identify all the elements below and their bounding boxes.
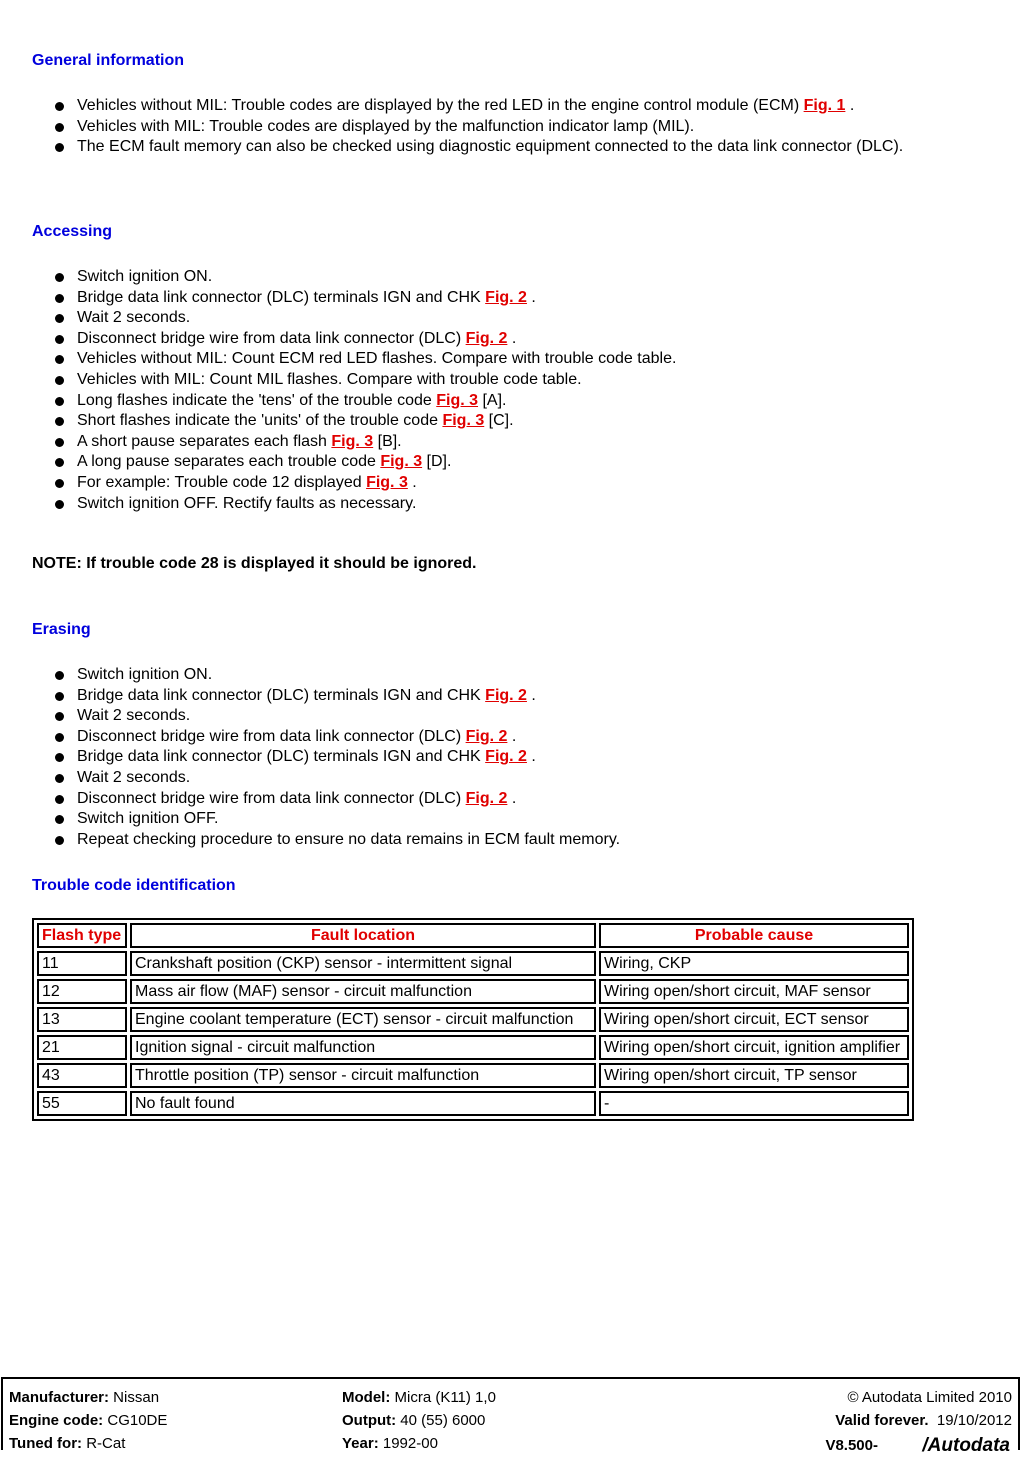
- list-item-text: Wait 2 seconds.: [77, 707, 191, 725]
- figure-link[interactable]: Fig. 2: [465, 727, 508, 745]
- list-item: [54, 830, 984, 851]
- list-item-text: Short flashes indicate the 'units' of the trouble code: [77, 412, 443, 430]
- bullet-icon: [55, 479, 64, 488]
- bullet-icon: [55, 355, 64, 364]
- autodata-logo: /Autodata: [922, 1435, 1010, 1456]
- figure-link[interactable]: Fig. 2: [485, 686, 527, 704]
- footer-model: Model: Micra (K11) 1,0: [342, 1389, 496, 1406]
- table-body: [37, 951, 909, 1116]
- figure-link[interactable]: Fig. 3: [331, 432, 374, 450]
- list-item-text: Bridge data link connector (DLC) terminals IGN and CHK: [77, 748, 486, 766]
- list-item-text: Switch ignition ON.: [77, 268, 213, 285]
- accessing-list: [54, 267, 984, 514]
- footer-output: Output: 40 (55) 6000: [342, 1412, 486, 1429]
- list-item: [54, 329, 984, 350]
- list-item: [54, 706, 984, 727]
- figure-link[interactable]: Fig. 2: [465, 789, 508, 807]
- list-item-text: Disconnect bridge wire from data link connector (DLC): [77, 727, 466, 745]
- cell-flash-type: 12: [37, 979, 127, 1004]
- bullet-icon: [55, 102, 64, 111]
- page-footer: [1, 1377, 1020, 1456]
- list-item-suffix: .: [526, 288, 536, 306]
- table-row: [37, 1007, 909, 1032]
- list-item-text: Switch ignition OFF. Rectify faults as necessary.: [77, 494, 417, 512]
- bullet-icon: [55, 314, 64, 323]
- bullet-icon: [55, 458, 64, 467]
- cell-flash-type: 43: [37, 1063, 127, 1088]
- bullet-icon: [55, 273, 64, 282]
- list-item-suffix: [D].: [422, 453, 452, 471]
- list-item-text: Bridge data link connector (DLC) terminals IGN and CHK: [77, 686, 486, 704]
- footer-year: Year: 1992-00: [342, 1435, 438, 1452]
- footer-valid: Valid forever. 19/10/2012: [835, 1412, 1012, 1429]
- list-item-text: A long pause separates each trouble code: [77, 453, 381, 471]
- list-item-text: Switch ignition ON.: [77, 666, 213, 683]
- bullet-icon: [55, 376, 64, 385]
- table-row: [37, 1091, 909, 1116]
- list-item-text: Wait 2 seconds.: [77, 309, 191, 327]
- list-item-suffix: [B].: [373, 432, 402, 450]
- list-item-text: Disconnect bridge wire from data link connector (DLC): [77, 789, 466, 807]
- figure-link[interactable]: Fig. 3: [442, 412, 485, 430]
- header-fault-location: Fault location: [130, 923, 596, 948]
- table-header-row: [37, 923, 909, 948]
- list-item-suffix: .: [407, 473, 417, 491]
- list-item: [54, 432, 984, 453]
- bullet-icon: [55, 438, 64, 447]
- list-item-text: Disconnect bridge wire from data link connector (DLC): [77, 329, 466, 347]
- list-item: [54, 288, 984, 309]
- cell-flash-type: 11: [37, 951, 127, 976]
- list-item-suffix: .: [507, 727, 517, 745]
- list-item-suffix: .: [526, 748, 536, 766]
- list-item: [54, 686, 984, 707]
- cell-flash-type: 13: [37, 1007, 127, 1032]
- bullet-icon: [55, 335, 64, 344]
- table-row: [37, 1063, 909, 1088]
- list-item: [54, 473, 984, 494]
- erasing-heading: Erasing: [32, 621, 91, 638]
- note-text: NOTE: If trouble code 28 is displayed it should be ignored.: [32, 555, 477, 572]
- list-item: [54, 494, 984, 515]
- trouble-code-table: [32, 918, 914, 1121]
- bullet-icon: [55, 692, 64, 701]
- list-item-text: Long flashes indicate the 'tens' of the trouble code: [77, 391, 437, 409]
- accessing-heading: Accessing: [32, 223, 113, 240]
- list-item-text: Switch ignition OFF.: [77, 810, 219, 828]
- bullet-icon: [55, 397, 64, 406]
- bullet-icon: [55, 123, 64, 132]
- table-row: [37, 979, 909, 1004]
- footer-version: V8.500-: [825, 1437, 878, 1454]
- list-item-suffix: [A].: [478, 391, 507, 409]
- bullet-icon: [55, 143, 64, 152]
- figure-link[interactable]: Fig. 2: [465, 329, 508, 347]
- cell-fault-location: Crankshaft position (CKP) sensor - intermittent signal: [130, 951, 596, 976]
- bullet-icon: [55, 294, 64, 303]
- list-item: [54, 96, 984, 117]
- list-item-text: Vehicles without MIL: Count ECM red LED flashes. Compare with trouble code table.: [77, 350, 677, 368]
- list-item: [54, 727, 984, 748]
- figure-link[interactable]: Fig. 3: [380, 453, 423, 471]
- list-item-text: Repeat checking procedure to ensure no data remains in ECM fault memory.: [77, 830, 621, 848]
- list-item: [54, 117, 984, 138]
- footer-manufacturer: Manufacturer: Nissan: [9, 1389, 160, 1406]
- bullet-icon: [55, 733, 64, 742]
- cell-probable-cause: Wiring open/short circuit, MAF sensor: [599, 979, 909, 1004]
- footer-copyright: © Autodata Limited 2010: [847, 1389, 1012, 1406]
- list-item-suffix: .: [526, 686, 536, 704]
- list-item: [54, 391, 984, 412]
- table-row: [37, 1035, 909, 1060]
- list-item: [54, 137, 984, 158]
- list-item-text: Vehicles with MIL: Count MIL flashes. Compare with trouble code table.: [77, 370, 582, 388]
- cell-probable-cause: Wiring open/short circuit, ECT sensor: [599, 1007, 909, 1032]
- bullet-icon: [55, 815, 64, 824]
- header-flash-type: Flash type: [37, 923, 127, 948]
- bullet-icon: [55, 774, 64, 783]
- cell-probable-cause: Wiring, CKP: [599, 951, 909, 976]
- bullet-icon: [55, 712, 64, 721]
- list-item-suffix: .: [845, 97, 855, 114]
- list-item: [54, 665, 984, 686]
- footer-tuned-for: Tuned for: R-Cat: [9, 1435, 126, 1452]
- list-item-suffix: .: [507, 789, 517, 807]
- cell-fault-location: Throttle position (TP) sensor - circuit malfunction: [130, 1063, 596, 1088]
- list-item-text: Vehicles without MIL: Trouble codes are displayed by the red LED in the engine control module (ECM): [77, 97, 804, 114]
- list-item: [54, 308, 984, 329]
- footer-engine-code: Engine code: CG10DE: [9, 1412, 168, 1429]
- cell-fault-location: No fault found: [130, 1091, 596, 1116]
- list-item: [54, 349, 984, 370]
- cell-probable-cause: Wiring open/short circuit, ignition amplifier: [599, 1035, 909, 1060]
- bullet-icon: [55, 795, 64, 804]
- cell-flash-type: 21: [37, 1035, 127, 1060]
- bullet-icon: [55, 500, 64, 509]
- list-item-text: For example: Trouble code 12 displayed: [77, 473, 367, 491]
- list-item: [54, 809, 984, 830]
- figure-link[interactable]: Fig. 3: [366, 473, 408, 491]
- cell-flash-type: 55: [37, 1091, 127, 1116]
- header-probable-cause: Probable cause: [599, 923, 909, 948]
- erasing-list: [54, 665, 984, 850]
- table-row: [37, 951, 909, 976]
- general-information-heading: General information: [32, 52, 185, 69]
- list-item-text: Wait 2 seconds.: [77, 768, 191, 786]
- bullet-icon: [55, 671, 64, 680]
- list-item-text: The ECM fault memory can also be checked using diagnostic equipment connected to the data link connector (DLC).: [77, 138, 904, 156]
- list-item: [54, 789, 984, 810]
- figure-link[interactable]: Fig. 2: [485, 748, 527, 766]
- list-item: [54, 267, 984, 288]
- list-item-text: Bridge data link connector (DLC) terminals IGN and CHK: [77, 288, 486, 306]
- list-item: [54, 768, 984, 789]
- figure-link[interactable]: Fig. 1: [803, 97, 846, 114]
- cell-fault-location: Mass air flow (MAF) sensor - circuit malfunction: [130, 979, 596, 1004]
- list-item: [54, 747, 984, 768]
- cell-probable-cause: Wiring open/short circuit, TP sensor: [599, 1063, 909, 1088]
- cell-fault-location: Engine coolant temperature (ECT) sensor - circuit malfunction: [130, 1007, 596, 1032]
- list-item: [54, 370, 984, 391]
- list-item-suffix: [C].: [484, 412, 514, 430]
- bullet-icon: [55, 836, 64, 845]
- bullet-icon: [55, 753, 64, 762]
- list-item-text: A short pause separates each flash: [77, 432, 332, 450]
- list-item-text: Vehicles with MIL: Trouble codes are displayed by the malfunction indicator lamp (MIL).: [77, 117, 695, 135]
- trouble-code-heading: Trouble code identification: [32, 877, 236, 894]
- list-item: [54, 452, 984, 473]
- general-information-list: [54, 96, 984, 158]
- list-item-suffix: .: [507, 329, 517, 347]
- cell-probable-cause: -: [599, 1091, 909, 1116]
- figure-link[interactable]: Fig. 2: [485, 288, 527, 306]
- figure-link[interactable]: Fig. 3: [436, 391, 479, 409]
- bullet-icon: [55, 417, 64, 426]
- list-item: [54, 411, 984, 432]
- cell-fault-location: Ignition signal - circuit malfunction: [130, 1035, 596, 1060]
